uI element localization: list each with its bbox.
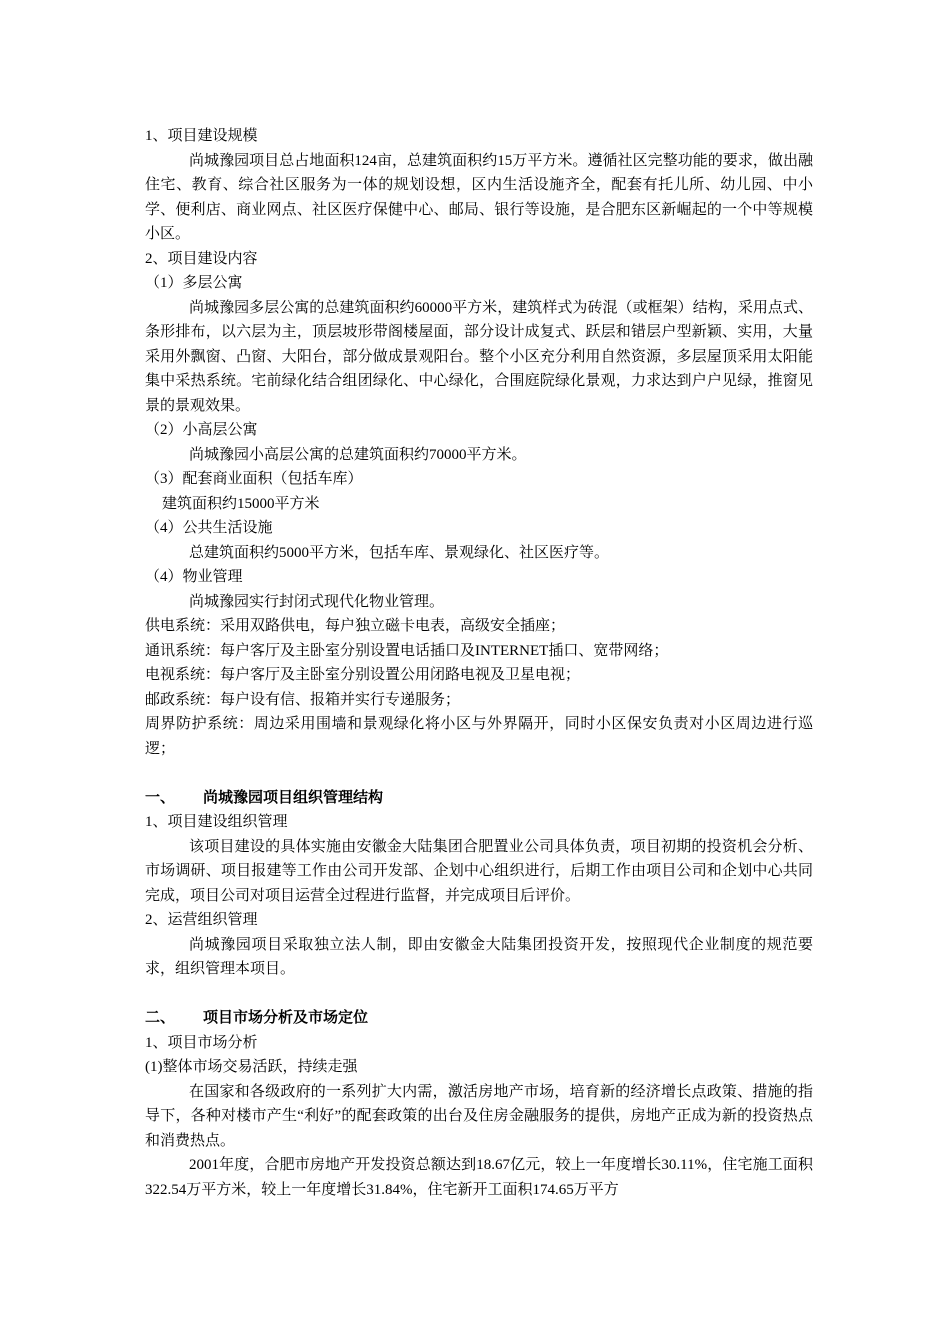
chapter-title: 项目市场分析及市场定位 — [203, 1010, 369, 1026]
subsection-title: （3）配套商业面积（包括车库） — [145, 471, 363, 487]
paragraph: 尚城豫园小高层公寓的总建筑面积约70000平方米。 — [189, 446, 527, 463]
section-title: 1、项目建设组织管理 — [145, 814, 288, 830]
system-item-perimeter: 周界防护系统：周边采用围墙和景观绿化将小区与外界隔开，同时小区保安负责对小区周边进行巡逻； — [145, 716, 813, 757]
subsection-title: （1）多层公寓 — [145, 275, 243, 291]
paragraph: 2001年度，合肥市房地产开发投资总额达到18.67亿元，较上一年度增长30.11%，住宅施工面积322.54万平方米，较上一年度增长31.84%，住宅新开工面积174.65万平方 — [145, 1157, 813, 1198]
paragraph: 尚城豫园实行封闭式现代化物业管理。 — [189, 593, 445, 610]
chapter-heading — [145, 786, 813, 811]
paragraph: 建筑面积约15000平方米 — [162, 495, 320, 512]
subsection-title: （4）物业管理 — [145, 569, 243, 585]
system-item-power: 供电系统：采用双路供电，每户独立磁卡电表，高级安全插座； — [145, 618, 566, 634]
subsection-title: （4）公共生活设施 — [145, 520, 273, 536]
section-title: 2、运营组织管理 — [145, 912, 258, 928]
document-page — [145, 124, 813, 1202]
chapter-number: 一、 — [145, 789, 176, 806]
system-item-post: 邮政系统：每户设有信、报箱并实行专递服务； — [145, 691, 461, 708]
chapter-title: 尚城豫园项目组织管理结构 — [203, 789, 384, 806]
subsection-title: (1)整体市场交易活跃，持续走强 — [145, 1059, 358, 1075]
chapter-heading — [145, 1006, 813, 1031]
subsection-title: （2）小高层公寓 — [145, 422, 258, 438]
paragraph: 尚城豫园项目采取独立法人制，即由安徽金大陆集团投资开发，按照现代企业制度的规范要求，组织管理本项目。 — [145, 936, 813, 977]
system-item-tv: 电视系统：每户客厅及主卧室分别设置公用闭路电视及卫星电视； — [145, 667, 581, 683]
paragraph: 总建筑面积约5000平方米，包括车库、景观绿化、社区医疗等。 — [189, 544, 610, 561]
system-item-communication: 通讯系统：每户客厅及主卧室分别设置电话插口及INTERNET插口、宽带网络； — [145, 642, 669, 659]
section-title: 1、项目市场分析 — [145, 1034, 258, 1051]
section-title: 2、项目建设内容 — [145, 250, 258, 267]
paragraph: 尚城豫园项目总占地面积124亩，总建筑面积约15万平方米。遵循社区完整功能的要求，做出融住宅、教育、综合社区服务为一体的规划设想，区内生活设施齐全，配套有托儿所、幼儿园、中小学、便利店、商业网点、社区医疗保健中心、邮局、银行等设施，是合肥东区新崛起的一个中等规模小区。 — [145, 152, 813, 242]
paragraph: 在国家和各级政府的一系列扩大内需，激活房地产市场，培育新的经济增长点政策、措施的指导下，各种对楼市产生“利好”的配套政策的出台及住房金融服务的提供，房地产正成为新的投资热点和消费热点。 — [145, 1083, 813, 1149]
paragraph: 该项目建设的具体实施由安徽金大陆集团合肥置业公司具体负责，项目初期的投资机会分析、市场调研、项目报建等工作由公司开发部、企划中心组织进行，后期工作由项目公司和企划中心共同完成，项目公司对项目运营全过程进行监督，并完成项目后评价。 — [145, 838, 813, 904]
paragraph: 尚城豫园多层公寓的总建筑面积约60000平方米，建筑样式为砖混（或框架）结构，采用点式、条形排布，以六层为主，顶层坡形带阁楼屋面，部分设计成复式、跃层和错层户型新颖、实用，大量采用外飘窗、凸窗、大阳台，部分做成景观阳台。整个小区充分利用自然资源，多层屋顶采用太阳能集中采热系统。宅前绿化结合组团绿化、中心绿化，合围庭院绿化景观，力求达到户户见绿，推窗见景的景观效果。 — [145, 299, 813, 414]
chapter-number: 二、 — [145, 1010, 176, 1026]
section-title: 1、项目建设规模 — [145, 128, 258, 144]
